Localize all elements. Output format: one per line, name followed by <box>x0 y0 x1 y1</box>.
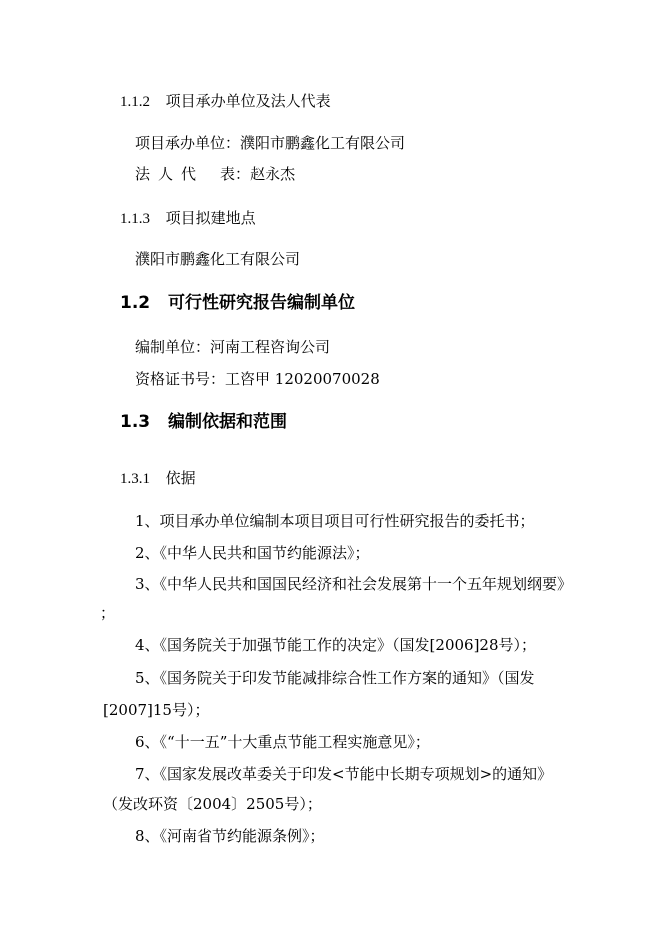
compiler-line <box>135 340 330 355</box>
heading-1-3 <box>120 414 287 431</box>
certificate-label: 资格证书号： <box>135 370 226 388</box>
basis-item-7-continuation: （发改环资〔2004〕2505号）； <box>103 795 322 813</box>
section-title: 依据 <box>165 469 196 487</box>
basis-item-8: 8、《河南省节约能源条例》； <box>135 827 325 845</box>
heading-1-3-1 <box>120 471 196 487</box>
certificate-line <box>135 372 380 387</box>
basis-item-5: 5、《国务院关于印发节能减排综合性工作方案的通知》（国发 <box>135 669 535 687</box>
rep-label-char-3: 代 <box>181 165 197 183</box>
legal-rep-line <box>135 167 295 182</box>
section-title: 编制依据和范围 <box>167 412 287 432</box>
rep-label-char-4: 表： <box>220 165 251 183</box>
location-text: 濮阳市鹏鑫化工有限公司 <box>135 250 301 268</box>
section-title: 可行性研究报告编制单位 <box>167 293 355 313</box>
legal-rep-value: 赵永杰 <box>250 165 296 183</box>
certificate-value: 工咨甲 12020070028 <box>225 370 380 388</box>
basis-item-2: 2、《中华人民共和国节约能源法》； <box>135 544 370 562</box>
section-title: 项目拟建地点 <box>165 209 256 227</box>
basis-item-3-continuation: ； <box>100 604 116 622</box>
heading-1-2 <box>120 295 355 312</box>
rep-label-char-1: 法 <box>135 165 151 183</box>
undertaker-line <box>135 136 405 151</box>
section-number: 1.1.3 <box>120 211 150 227</box>
basis-item-5-continuation: [2007]15号）； <box>103 701 210 719</box>
basis-item-6: 6、《“十一五”十大重点节能工程实施意见》； <box>135 733 430 751</box>
section-number: 1.2 <box>120 293 151 313</box>
section-title: 项目承办单位及法人代表 <box>165 92 331 110</box>
rep-label-char-2: 人 <box>158 165 174 183</box>
heading-1-1-2 <box>120 94 331 110</box>
heading-1-1-3 <box>120 211 256 227</box>
section-number: 1.3 <box>120 412 151 432</box>
compiler-value: 河南工程咨询公司 <box>210 338 331 356</box>
undertaker-value: 濮阳市鹏鑫化工有限公司 <box>240 134 406 152</box>
compiler-label: 编制单位： <box>135 338 211 356</box>
basis-item-4: 4、《国务院关于加强节能工作的决定》（国发[2006]28号）； <box>135 636 537 654</box>
basis-item-1: 1、项目承办单位编制本项目项目可行性研究报告的委托书； <box>135 512 535 530</box>
undertaker-label: 项目承办单位： <box>135 134 241 152</box>
basis-item-3: 3、《中华人民共和国国民经济和社会发展第十一个五年规划纲要》 <box>135 575 573 593</box>
section-number: 1.3.1 <box>120 471 150 487</box>
basis-item-7: 7、《国家发展改革委关于印发<节能中长期专项规划>的通知》 <box>135 765 553 783</box>
section-number: 1.1.2 <box>120 94 150 110</box>
